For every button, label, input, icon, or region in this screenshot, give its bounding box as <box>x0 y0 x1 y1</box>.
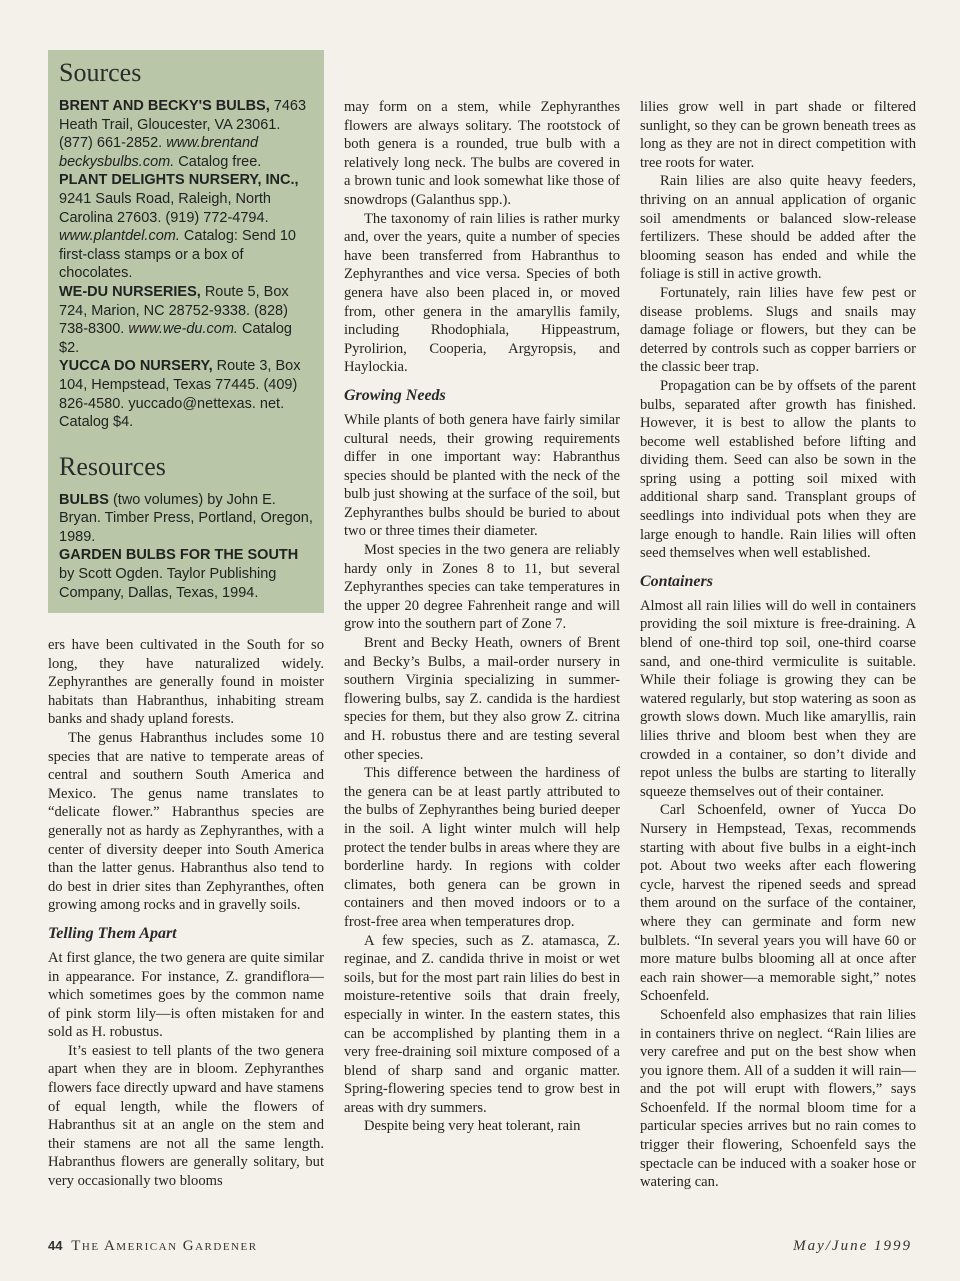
issue-date: May/June 1999 <box>793 1238 912 1254</box>
source-entry: WE-DU NURSERIES, Route 5, Box 724, Marion, NC 28752-9338. (828) 738-8300. www.we-du.com. Catalog $2. <box>59 283 292 356</box>
resource-entry: GARDEN BULBS FOR THE SOUTH by Scott Ogden. Taylor Publishing Company, Dallas, Texas, 1994. <box>59 547 299 601</box>
source-link[interactable]: www.we-du.com. <box>128 321 238 338</box>
page-footer <box>48 1238 916 1258</box>
page-number: 44 <box>48 1238 63 1253</box>
paragraph: At first glance, the two genera are quite similar in appearance. For instance, Z. grandiflora—which sometimes goes by the common name of pink storm lily—is often mistaken for and sold as H. robustus. <box>48 949 324 1041</box>
resources-heading: Resources <box>59 451 166 481</box>
source-link[interactable]: www.plantdel.com. <box>59 228 180 245</box>
paragraph: The taxonomy of rain lilies is rather murky and, over the years, quite a number of species have been transferred from Habranthus to Zephyranthes and vice versa. Species of both genera have also been placed in, or moved from, other genera in the amaryllis family, including Rhodophiala, Hippeastrum, Pyrolirion, Cooperia, Argyropsis, and Haylockia. <box>344 210 620 376</box>
section-heading: Telling Them Apart <box>48 924 177 942</box>
sources-heading: Sources <box>59 58 142 87</box>
article-column-3 <box>640 98 916 1192</box>
section-heading: Growing Needs <box>344 386 446 404</box>
paragraph: Schoenfeld also emphasizes that rain lilies in containers thrive on neglect. “Rain lilies are very carefree and put on the best show when you ignore them. All of a sudden it will rain—and the pot will erupt with flowers,” says Schoenfeld. If the normal bloom time for a particular species arrives but no rain comes to trigger their flowering, Schoenfeld says the spectacle can be induced with a soaker hose or watering can. <box>640 1006 916 1191</box>
paragraph: While plants of both genera have fairly similar cultural needs, their growing requirements differ in one important way: Habranthus species should be planted with the neck of the bulb just showing at the surface of the soil, but Zephyranthes bulbs should be buried to about two or three times their diameter. <box>344 411 620 540</box>
source-entry: BRENT AND BECKY'S BULBS, 7463 Heath Trail, Gloucester, VA 23061. (877) 661-2852. www.brentand beckysbulbs.com. Catalog free. <box>59 98 307 170</box>
article-column-1 <box>48 636 324 1191</box>
paragraph: The genus Habranthus includes some 10 species that are native to temperate areas of central and southern South America and Mexico. The genus name translates to “delicate flower.” Habranthus species are generally not as hardy as Zephyranthes, with a center of diversity deeper into South America than the latter genus. Habranthus also tend to do best in drier sites than Zephyranthes, often growing among rocks and in gravelly soils. <box>48 729 324 914</box>
paragraph: It’s easiest to tell plants of the two genera apart when they are in bloom. Zephyranthes flowers face directly upward and have stamens of equal length, while the flowers of Habranthus sit at an angle on the stem and their stamens are not all the same length. Habranthus flowers are generally solitary, but very occasionally two blooms <box>48 1042 324 1190</box>
sources-resources-sidebar <box>48 50 324 613</box>
paragraph: Most species in the two genera are reliably hardy only in Zones 8 to 11, but several Zephyranthes species can take temperatures in the upper 20 degree Fahrenheit range and will grow into the southern part of Zone 7. <box>344 542 620 633</box>
paragraph: This difference between the hardiness of the genera can be at least partly attributed to the bulbs of Zephyranthes being buried deeper in the soil. A light winter mulch will help protect the tender bulbs in areas where they are borderline hardy. In regions with colder climates, both genera can be grown in containers and then moved indoors or to a frost-free area when temperatures drop. <box>344 765 620 930</box>
source-entry: YUCCA DO NURSERY, Route 3, Box 104, Hempstead, Texas 77445. (409) 826-4580. yuccado@nettexas. net. Catalog $4. <box>59 358 301 431</box>
paragraph: may form on a stem, while Zephyranthes flowers are always solitary. The rootstock of both genera is a rounded, true bulb with a relatively long neck. The bulbs are covered in a brown tunic and look somewhat like those of snowdrops (Galanthus spp.). <box>344 99 620 208</box>
paragraph: Carl Schoenfeld, owner of Yucca Do Nursery in Hempstead, Texas, recommends starting with about five bulbs in a eight-inch pot. About two weeks after each flowering cycle, harvest the ripened seeds and spread them around on the surface of the container, where they can germinate and form new bulblets. “In several years you will have 60 or more mature bulbs blooming all at once after each rain shower—a memorable sight,” notes Schoenfeld. <box>640 802 916 1005</box>
section-heading: Containers <box>640 572 713 590</box>
resource-entry: BULBS (two volumes) by John E. Bryan. Timber Press, Portland, Oregon, 1989. <box>59 491 313 545</box>
paragraph: ers have been cultivated in the South for so long, they have naturalized widely. Zephyranthes are generally found in moister habitats than Habranthus, inhabiting stream banks and shady upland forests. <box>48 637 324 728</box>
paragraph: Propagation can be by offsets of the parent bulbs, separated after growth has finished. However, it is best to allow the plants to become well established before lifting and dividing them. Seed can also be sown in the spring using a potting soil mixed with additional sharp sand. Transplant groups of seedlings into individual pots when they are large enough to handle. Rain lilies will often seed themselves when well established. <box>640 377 916 562</box>
paragraph: Brent and Becky Heath, owners of Brent and Becky’s Bulbs, a mail-order nursery in southern Virginia specializing in summer-flowering bulbs, say Z. candida is the hardiest species for them, but they also grow Z. citrina and H. robustus there and are testing several other species. <box>344 635 620 763</box>
magazine-title: The American Gardener <box>71 1238 258 1254</box>
source-entry: PLANT DELIGHTS NURSERY, INC., 9241 Sauls Road, Raleigh, North Carolina 27603. (919) 772-4794. www.plantdel.com. Catalog: Send 10 first-class stamps or a box of chocolates. <box>59 172 299 282</box>
source-link[interactable]: www.brentand beckysbulbs.com. <box>59 135 259 170</box>
paragraph: lilies grow well in part shade or filtered sunlight, so they can be grown beneath trees as long as they are not in direct competition with tree roots for water. <box>640 99 916 171</box>
paragraph: Almost all rain lilies will do well in containers providing the soil mixture is free-draining. A blend of one-third top soil, one-third coarse sand, and one-third vermiculite is suitable. While their foliage is growing they can be watered regularly, but stop watering as soon as growth slows down. Much like amaryllis, rain lilies thrive and bloom best when they are crowded in a container, so don’t divide and repot unless the bulbs are starting to literally squeeze themselves out of their container. <box>640 597 916 800</box>
paragraph: Fortunately, rain lilies have few pest or disease problems. Slugs and snails may damage foliage or flowers, but they can be deterred by controls such as copper barriers or the classic beer trap. <box>640 284 916 376</box>
paragraph: Rain lilies are also quite heavy feeders, thriving on an annual application of organic soil amendments or balanced slow-release fertilizers. These should be added after the blooming season has ended and while the foliage is still in active growth. <box>640 173 916 283</box>
paragraph: A few species, such as Z. atamasca, Z. reginae, and Z. candida thrive in moist or wet soils, but for the most part rain lilies do best in moisture-retentive soils that drain freely, especially in winter. In the eastern states, this can be accomplished by planting them in a very free-draining soil mixture composed of a blend of sharp sand and organic matter. Spring-flowering species tend to grow best in areas with dry summers. <box>344 932 620 1116</box>
article-column-2 <box>344 98 620 1136</box>
paragraph: Despite being very heat tolerant, rain <box>364 1118 581 1135</box>
